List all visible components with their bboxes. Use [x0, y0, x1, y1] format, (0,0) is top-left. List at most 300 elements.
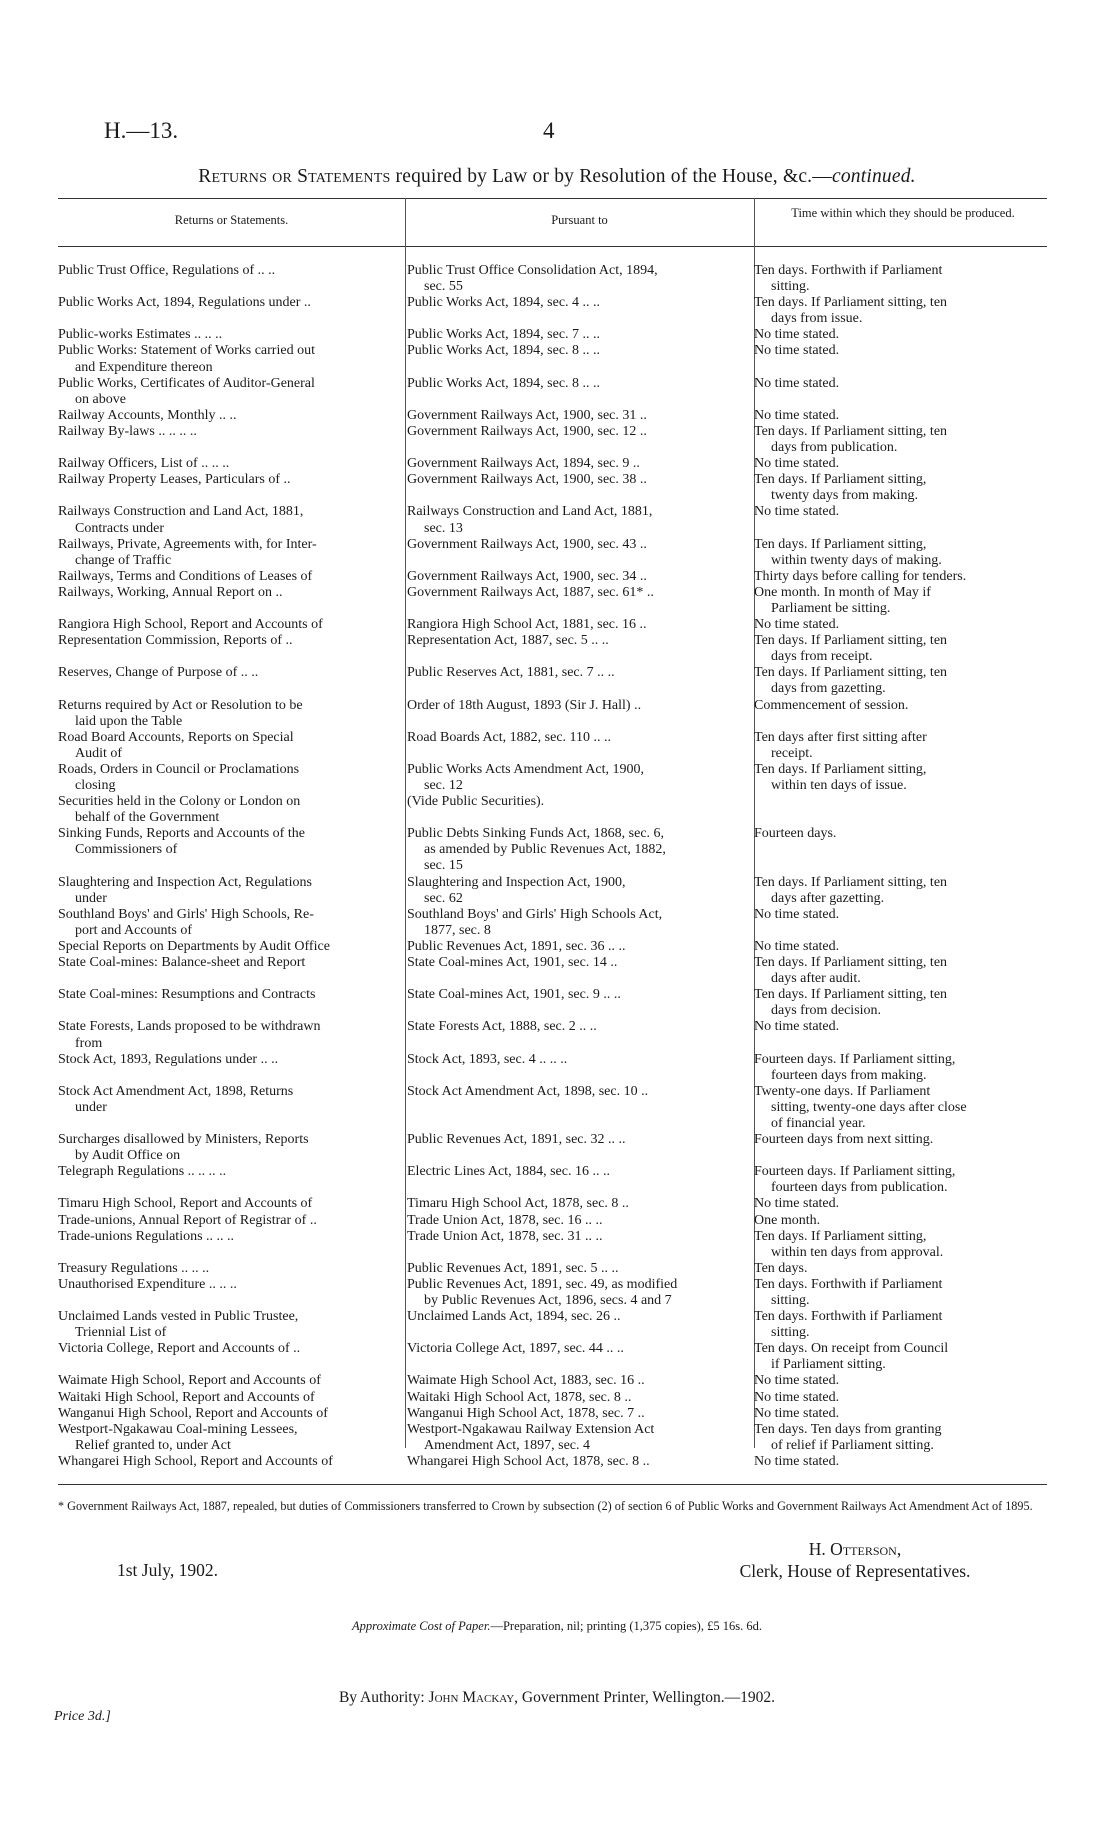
pursuant-text-continued: sec. 13	[424, 520, 463, 536]
return-text-continued: behalf of the Government	[75, 810, 220, 826]
pursuant-cell	[407, 504, 754, 536]
title-main: required by Law or by Resolution of the House, &c.—	[390, 166, 832, 187]
pursuant-text-continued: sec. 62	[424, 890, 463, 906]
table-row	[58, 762, 1046, 794]
pursuant-text: Public Works Act, 1894, sec. 8 .. ..	[407, 375, 601, 391]
authority-prefix: By Authority:	[338, 1689, 429, 1706]
pursuant-cell	[407, 762, 754, 794]
time-cell	[754, 1406, 1046, 1422]
return-text: Rangiora High School, Report and Accounts of	[58, 617, 323, 633]
pursuant-text: Public Reserves Act, 1881, sec. 7 .. ..	[407, 665, 615, 681]
pursuant-cell	[407, 456, 754, 472]
return-cell	[58, 1406, 407, 1422]
return-cell	[58, 1213, 407, 1229]
return-cell	[58, 456, 407, 472]
pursuant-text: Wanganui High School Act, 1878, sec. 7 ..	[407, 1405, 645, 1421]
return-text: Railways, Private, Agreements with, for Inter-	[58, 536, 317, 552]
pursuant-cell	[407, 1229, 754, 1261]
pursuant-cell	[407, 1406, 754, 1422]
pursuant-text: Slaughtering and Inspection Act, 1900,	[407, 874, 626, 890]
return-text: Railway Property Leases, Particulars of ..	[58, 472, 291, 488]
time-cell	[754, 569, 1046, 585]
time-text-continued: Parliament be sitting.	[771, 600, 891, 616]
pursuant-text: Electric Lines Act, 1884, sec. 16 .. ..	[407, 1164, 610, 1180]
pursuant-cell	[407, 1390, 754, 1406]
pursuant-text: Public Trust Office Consolidation Act, 1894,	[407, 263, 658, 278]
time-text: Fourteen days from next sitting.	[754, 1132, 934, 1148]
statements-table	[58, 263, 1046, 1470]
return-cell	[58, 424, 407, 456]
table-row	[58, 1422, 1046, 1454]
time-cell	[754, 633, 1046, 665]
pursuant-text: Waimate High School Act, 1883, sec. 16 ..	[407, 1373, 645, 1389]
pursuant-text: Government Railways Act, 1900, sec. 34 ..	[407, 568, 647, 584]
time-text: No time stated.	[754, 938, 840, 954]
signatory-name: H. Otterson,	[808, 1539, 902, 1559]
table-row	[58, 1164, 1046, 1196]
pursuant-cell	[407, 939, 754, 955]
time-text-continued: days from issue.	[771, 311, 863, 327]
table-row	[58, 456, 1046, 472]
return-cell	[58, 585, 407, 617]
time-text-continued: sitting.	[771, 279, 810, 295]
time-cell	[754, 537, 1046, 569]
return-text: Trade-unions, Annual Report of Registrar of ..	[58, 1212, 317, 1228]
title-small-caps: Returns or Statements	[198, 166, 391, 187]
table-row	[58, 826, 1046, 874]
return-text-continued: under	[75, 1099, 107, 1115]
time-text: Ten days.	[754, 1260, 808, 1276]
return-text: Special Reports on Departments by Audit Office	[58, 938, 330, 954]
time-text: Ten days. If Parliament sitting, ten	[754, 423, 948, 439]
pursuant-text: Representation Act, 1887, sec. 5 .. ..	[407, 633, 609, 649]
time-text: No time stated.	[754, 375, 840, 391]
table-top-rule	[58, 198, 1047, 199]
pursuant-cell	[407, 1019, 754, 1051]
statements-table-body	[58, 263, 1046, 1470]
time-cell	[754, 794, 1046, 826]
time-text-continued: within ten days from approval.	[771, 1244, 944, 1260]
return-text-continued: by Audit Office on	[75, 1148, 181, 1164]
pursuant-cell	[407, 1213, 754, 1229]
table-row	[58, 537, 1046, 569]
time-cell	[754, 504, 1046, 536]
time-text: No time stated.	[754, 1453, 840, 1469]
time-cell	[754, 456, 1046, 472]
pursuant-text: Public Works Act, 1894, sec. 7 .. ..	[407, 327, 601, 343]
pursuant-cell	[407, 295, 754, 327]
return-cell	[58, 1309, 407, 1341]
pursuant-text: Public Works Act, 1894, sec. 8 .. ..	[407, 343, 601, 359]
time-text: No time stated.	[754, 343, 840, 359]
return-text: Whangarei High School, Report and Accounts of	[58, 1453, 333, 1469]
time-cell	[754, 1277, 1046, 1309]
pursuant-cell	[407, 730, 754, 762]
return-text: Railways, Working, Annual Report on ..	[58, 584, 283, 600]
pursuant-cell	[407, 1309, 754, 1341]
return-text: Unauthorised Expenditure .. .. ..	[58, 1276, 237, 1292]
return-text-continued: on above	[75, 391, 126, 407]
authority-line	[0, 1689, 1114, 1707]
table-row	[58, 698, 1046, 730]
document-reference: H.—13.	[104, 118, 179, 143]
return-text: Railway Officers, List of .. .. ..	[58, 456, 230, 472]
return-text: State Forests, Lands proposed to be withdrawn	[58, 1019, 321, 1035]
time-text: Fourteen days. If Parliament sitting,	[754, 1164, 956, 1180]
table-row	[58, 1132, 1046, 1164]
time-cell	[754, 1164, 1046, 1196]
return-cell	[58, 794, 407, 826]
time-text-continued: receipt.	[771, 745, 813, 761]
time-cell	[754, 1229, 1046, 1261]
time-text: Thirty days before calling for tenders.	[754, 568, 967, 584]
time-cell	[754, 1019, 1046, 1051]
time-text-continued: of financial year.	[771, 1115, 866, 1131]
time-text-continued: days after audit.	[771, 971, 861, 987]
time-text-continued: within twenty days of making.	[771, 552, 942, 568]
pursuant-text: Railways Construction and Land Act, 1881,	[407, 504, 653, 520]
time-text: No time stated.	[754, 1373, 840, 1389]
time-cell	[754, 1341, 1046, 1373]
return-text: Road Board Accounts, Reports on Special	[58, 729, 294, 745]
return-cell	[58, 504, 407, 536]
pursuant-text-continued: as amended by Public Revenues Act, 1882,	[424, 842, 666, 858]
table-row	[58, 424, 1046, 456]
table-row	[58, 794, 1046, 826]
return-text: Securities held in the Colony or London on	[58, 794, 301, 810]
pursuant-cell	[407, 585, 754, 617]
signature-block	[700, 1538, 1010, 1582]
time-cell	[754, 408, 1046, 424]
pursuant-text: Waitaki High School Act, 1878, sec. 8 ..	[407, 1389, 632, 1405]
column-header-returns: Returns or Statements.	[174, 213, 289, 227]
table-row	[58, 665, 1046, 697]
pursuant-text: Government Railways Act, 1894, sec. 9 ..	[407, 456, 640, 472]
time-text-continued: fourteen days from making.	[771, 1067, 927, 1083]
table-row	[58, 1277, 1046, 1309]
return-text-continued: port and Accounts of	[75, 922, 193, 938]
return-text: Representation Commission, Reports of ..	[58, 633, 293, 649]
table-row	[58, 263, 1046, 295]
time-text: Ten days. If Parliament sitting, ten	[754, 955, 948, 971]
pursuant-text-continued: 1877, sec. 8	[424, 922, 491, 938]
pursuant-cell	[407, 472, 754, 504]
return-cell	[58, 875, 407, 907]
return-text: Returns required by Act or Resolution to be	[58, 697, 303, 713]
table-row	[58, 408, 1046, 424]
table-row	[58, 1261, 1046, 1277]
pursuant-text: Public Works Act, 1894, sec. 4 .. ..	[407, 295, 601, 311]
return-cell	[58, 1196, 407, 1212]
time-cell	[754, 472, 1046, 504]
return-text-continued: Triennial List of	[75, 1325, 167, 1341]
pursuant-text: Public Revenues Act, 1891, sec. 49, as modified	[407, 1276, 678, 1292]
return-cell	[58, 295, 407, 327]
time-text: One month. In month of May if	[754, 584, 931, 600]
return-cell	[58, 1341, 407, 1373]
table-row	[58, 376, 1046, 408]
pursuant-text-continued: sec. 15	[424, 858, 463, 874]
table-row	[58, 730, 1046, 762]
time-text: Ten days. Forthwith if Parliament	[754, 263, 943, 278]
time-text: Ten days. If Parliament sitting,	[754, 472, 927, 488]
return-text-continued: from	[75, 1035, 103, 1051]
pursuant-cell	[407, 1196, 754, 1212]
pursuant-text: Public Revenues Act, 1891, sec. 32 .. ..	[407, 1132, 626, 1148]
pursuant-cell	[407, 698, 754, 730]
pursuant-text: Government Railways Act, 1887, sec. 61* ..	[407, 584, 654, 600]
printer-name: John Mackay	[428, 1689, 515, 1706]
time-text-continued: days from receipt.	[771, 649, 873, 665]
time-text: Fourteen days.	[754, 826, 837, 842]
title-continued: continued.	[831, 166, 916, 187]
pursuant-text: Whangarei High School Act, 1878, sec. 8 ..	[407, 1453, 650, 1469]
time-text: Ten days. If Parliament sitting, ten	[754, 874, 948, 890]
pursuant-text: Westport-Ngakawau Railway Extension Act	[407, 1421, 655, 1437]
column-header-time: Time within which they should be produced.	[791, 206, 1015, 220]
return-cell	[58, 1084, 407, 1132]
time-text: No time stated.	[754, 407, 840, 423]
table-row	[58, 1019, 1046, 1051]
table-row	[58, 585, 1046, 617]
pursuant-cell	[407, 569, 754, 585]
return-text: Public-works Estimates .. .. ..	[58, 327, 223, 343]
pursuant-text-continued: by Public Revenues Act, 1896, secs. 4 and 7	[424, 1293, 672, 1308]
pursuant-cell	[407, 376, 754, 408]
table-row	[58, 955, 1046, 987]
pursuant-text: Stock Act, 1893, sec. 4 .. .. ..	[407, 1051, 568, 1067]
return-text: Slaughtering and Inspection Act, Regulations	[58, 874, 312, 890]
return-cell	[58, 1277, 407, 1309]
table-row	[58, 1390, 1046, 1406]
return-text: Victoria College, Report and Accounts of ..	[58, 1341, 301, 1357]
pursuant-text: Public Debts Sinking Funds Act, 1868, sec. 6,	[407, 826, 665, 842]
time-text: No time stated.	[754, 1389, 840, 1405]
return-cell	[58, 1261, 407, 1277]
return-text-continued: Relief granted to, under Act	[75, 1437, 231, 1453]
return-cell	[58, 1052, 407, 1084]
return-text: Railways Construction and Land Act, 1881,	[58, 504, 304, 520]
pursuant-cell	[407, 424, 754, 456]
time-cell	[754, 826, 1046, 874]
time-text-continued: within ten days of issue.	[771, 778, 907, 793]
return-text: Waimate High School, Report and Accounts of	[58, 1373, 321, 1389]
pursuant-cell	[407, 1164, 754, 1196]
return-cell	[58, 1373, 407, 1389]
time-text-continued: days from decision.	[771, 1003, 882, 1019]
pursuant-text: Order of 18th August, 1893 (Sir J. Hall) ..	[407, 697, 642, 713]
time-cell	[754, 698, 1046, 730]
return-text: Unclaimed Lands vested in Public Trustee,	[58, 1309, 299, 1325]
table-row	[58, 987, 1046, 1019]
time-cell	[754, 665, 1046, 697]
return-cell	[58, 633, 407, 665]
time-text: No time stated.	[754, 456, 840, 472]
pursuant-cell	[407, 327, 754, 343]
return-text-continued: and Expenditure thereon	[75, 359, 213, 375]
return-text-continued: under	[75, 890, 107, 906]
table-row	[58, 1084, 1046, 1132]
table-row	[58, 343, 1046, 375]
time-text: Ten days. If Parliament sitting, ten	[754, 633, 948, 649]
pursuant-text-continued: sec. 55	[424, 279, 463, 295]
return-cell	[58, 730, 407, 762]
return-cell	[58, 376, 407, 408]
time-text: Ten days. Forthwith if Parliament	[754, 1309, 943, 1325]
time-cell	[754, 1132, 1046, 1164]
page-header	[0, 118, 1114, 148]
time-cell	[754, 617, 1046, 633]
table-row	[58, 875, 1046, 907]
pursuant-text: Timaru High School Act, 1878, sec. 8 ..	[407, 1196, 629, 1212]
return-text: Public Works Act, 1894, Regulations under ..	[58, 295, 311, 311]
time-cell	[754, 1309, 1046, 1341]
pursuant-cell	[407, 665, 754, 697]
return-text-continued: Commissioners of	[75, 842, 178, 858]
pursuant-cell	[407, 633, 754, 665]
time-text: Ten days. If Parliament sitting, ten	[754, 295, 948, 311]
time-text-continued: days from gazetting.	[771, 681, 886, 697]
time-text: No time stated.	[754, 1019, 840, 1035]
time-text-continued: twenty days from making.	[771, 488, 918, 504]
pursuant-text: Trade Union Act, 1878, sec. 31 .. ..	[407, 1228, 603, 1244]
return-cell	[58, 617, 407, 633]
return-text: Southland Boys' and Girls' High Schools, Re-	[58, 906, 314, 922]
return-cell	[58, 826, 407, 874]
return-cell	[58, 408, 407, 424]
return-cell	[58, 665, 407, 697]
time-cell	[754, 1422, 1046, 1454]
pursuant-text: State Forests Act, 1888, sec. 2 .. ..	[407, 1019, 597, 1035]
pursuant-text: Rangiora High School Act, 1881, sec. 16 ..	[407, 617, 647, 633]
pursuant-text: Government Railways Act, 1900, sec. 38 ..	[407, 472, 647, 488]
pursuant-cell	[407, 875, 754, 907]
table-row	[58, 617, 1046, 633]
time-text-continued: of relief if Parliament sitting.	[771, 1437, 934, 1453]
time-cell	[754, 376, 1046, 408]
return-text: Surcharges disallowed by Ministers, Reports	[58, 1132, 309, 1148]
table-row	[58, 1052, 1046, 1084]
pursuant-cell	[407, 1052, 754, 1084]
pursuant-text: Government Railways Act, 1900, sec. 12 ..	[407, 423, 647, 439]
pursuant-cell	[407, 987, 754, 1019]
time-cell	[754, 585, 1046, 617]
return-cell	[58, 955, 407, 987]
table-row	[58, 1229, 1046, 1261]
time-cell	[754, 1373, 1046, 1389]
time-cell	[754, 875, 1046, 907]
return-text: Stock Act, 1893, Regulations under .. ..	[58, 1051, 279, 1067]
time-cell	[754, 1084, 1046, 1132]
pursuant-cell	[407, 1084, 754, 1132]
pursuant-cell	[407, 263, 754, 295]
time-text: No time stated.	[754, 906, 840, 922]
time-cell	[754, 343, 1046, 375]
pursuant-cell	[407, 1261, 754, 1277]
time-text: Fourteen days. If Parliament sitting,	[754, 1051, 956, 1067]
return-text: Trade-unions Regulations .. .. ..	[58, 1228, 235, 1244]
pursuant-text: Unclaimed Lands Act, 1894, sec. 26 ..	[407, 1309, 621, 1325]
time-text: Twenty-one days. If Parliament	[754, 1083, 931, 1099]
table-row	[58, 1373, 1046, 1389]
return-text: Sinking Funds, Reports and Accounts of the	[58, 826, 305, 842]
time-text-continued: days after gazetting.	[771, 890, 885, 906]
return-text: Public Works, Certificates of Auditor-General	[58, 375, 315, 391]
pursuant-cell	[407, 408, 754, 424]
return-text: Railway By-laws .. .. .. ..	[58, 423, 197, 439]
time-text: Ten days. Forthwith if Parliament	[754, 1276, 943, 1292]
return-text-continued: Audit of	[75, 745, 123, 761]
return-text: Public Works: Statement of Works carried out	[58, 343, 315, 359]
return-text: Treasury Regulations .. .. ..	[58, 1260, 210, 1276]
time-cell	[754, 907, 1046, 939]
return-cell	[58, 939, 407, 955]
table-row	[58, 327, 1046, 343]
time-text-continued: if Parliament sitting.	[771, 1357, 886, 1373]
return-text: Westport-Ngakawau Coal-mining Lessees,	[58, 1421, 298, 1437]
return-cell	[58, 537, 407, 569]
time-text: Ten days. If Parliament sitting,	[754, 761, 927, 777]
pursuant-cell	[407, 1341, 754, 1373]
return-text: Telegraph Regulations .. .. .. ..	[58, 1164, 227, 1180]
pursuant-cell	[407, 1132, 754, 1164]
return-cell	[58, 327, 407, 343]
return-text-continued: Contracts under	[75, 520, 165, 536]
time-cell	[754, 730, 1046, 762]
time-cell	[754, 987, 1046, 1019]
table-row	[58, 633, 1046, 665]
return-cell	[58, 1422, 407, 1454]
pursuant-text: Government Railways Act, 1900, sec. 31 ..	[407, 407, 647, 423]
time-text: Ten days. Ten days from granting	[754, 1421, 942, 1437]
cost-of-paper	[0, 1619, 1114, 1634]
pursuant-cell	[407, 794, 754, 826]
pursuant-text-continued: Amendment Act, 1897, sec. 4	[424, 1437, 591, 1453]
time-cell	[754, 424, 1046, 456]
price: Price 3d.]	[54, 1709, 111, 1724]
table-row	[58, 504, 1046, 536]
page-title	[0, 166, 1114, 188]
return-cell	[58, 1454, 407, 1470]
time-cell	[754, 263, 1046, 295]
table-row	[58, 1454, 1046, 1470]
pursuant-text: (Vide Public Securities).	[407, 794, 545, 810]
return-text: Reserves, Change of Purpose of .. ..	[58, 665, 259, 681]
pursuant-text: Public Revenues Act, 1891, sec. 36 .. ..	[407, 938, 626, 954]
pursuant-cell	[407, 1373, 754, 1389]
time-text: Ten days. If Parliament sitting, ten	[754, 665, 948, 681]
table-row	[58, 472, 1046, 504]
time-text: No time stated.	[754, 1405, 840, 1421]
time-cell	[754, 762, 1046, 794]
pursuant-text: Stock Act Amendment Act, 1898, sec. 10 ..	[407, 1083, 649, 1099]
pursuant-cell	[407, 343, 754, 375]
time-cell	[754, 1052, 1046, 1084]
time-text: Ten days. If Parliament sitting,	[754, 1228, 927, 1244]
pursuant-cell	[407, 1422, 754, 1454]
time-text: Ten days. If Parliament sitting, ten	[754, 987, 948, 1003]
time-cell	[754, 955, 1046, 987]
issue-date: 1st July, 1902.	[117, 1560, 218, 1580]
table-row	[58, 1309, 1046, 1341]
page-number: 4	[543, 118, 555, 143]
time-cell	[754, 1454, 1046, 1470]
table-bottom-rule	[58, 1484, 1047, 1485]
pursuant-cell	[407, 907, 754, 939]
return-text: Timaru High School, Report and Accounts of	[58, 1196, 313, 1212]
return-cell	[58, 987, 407, 1019]
pursuant-text: Road Boards Act, 1882, sec. 110 .. ..	[407, 729, 612, 745]
